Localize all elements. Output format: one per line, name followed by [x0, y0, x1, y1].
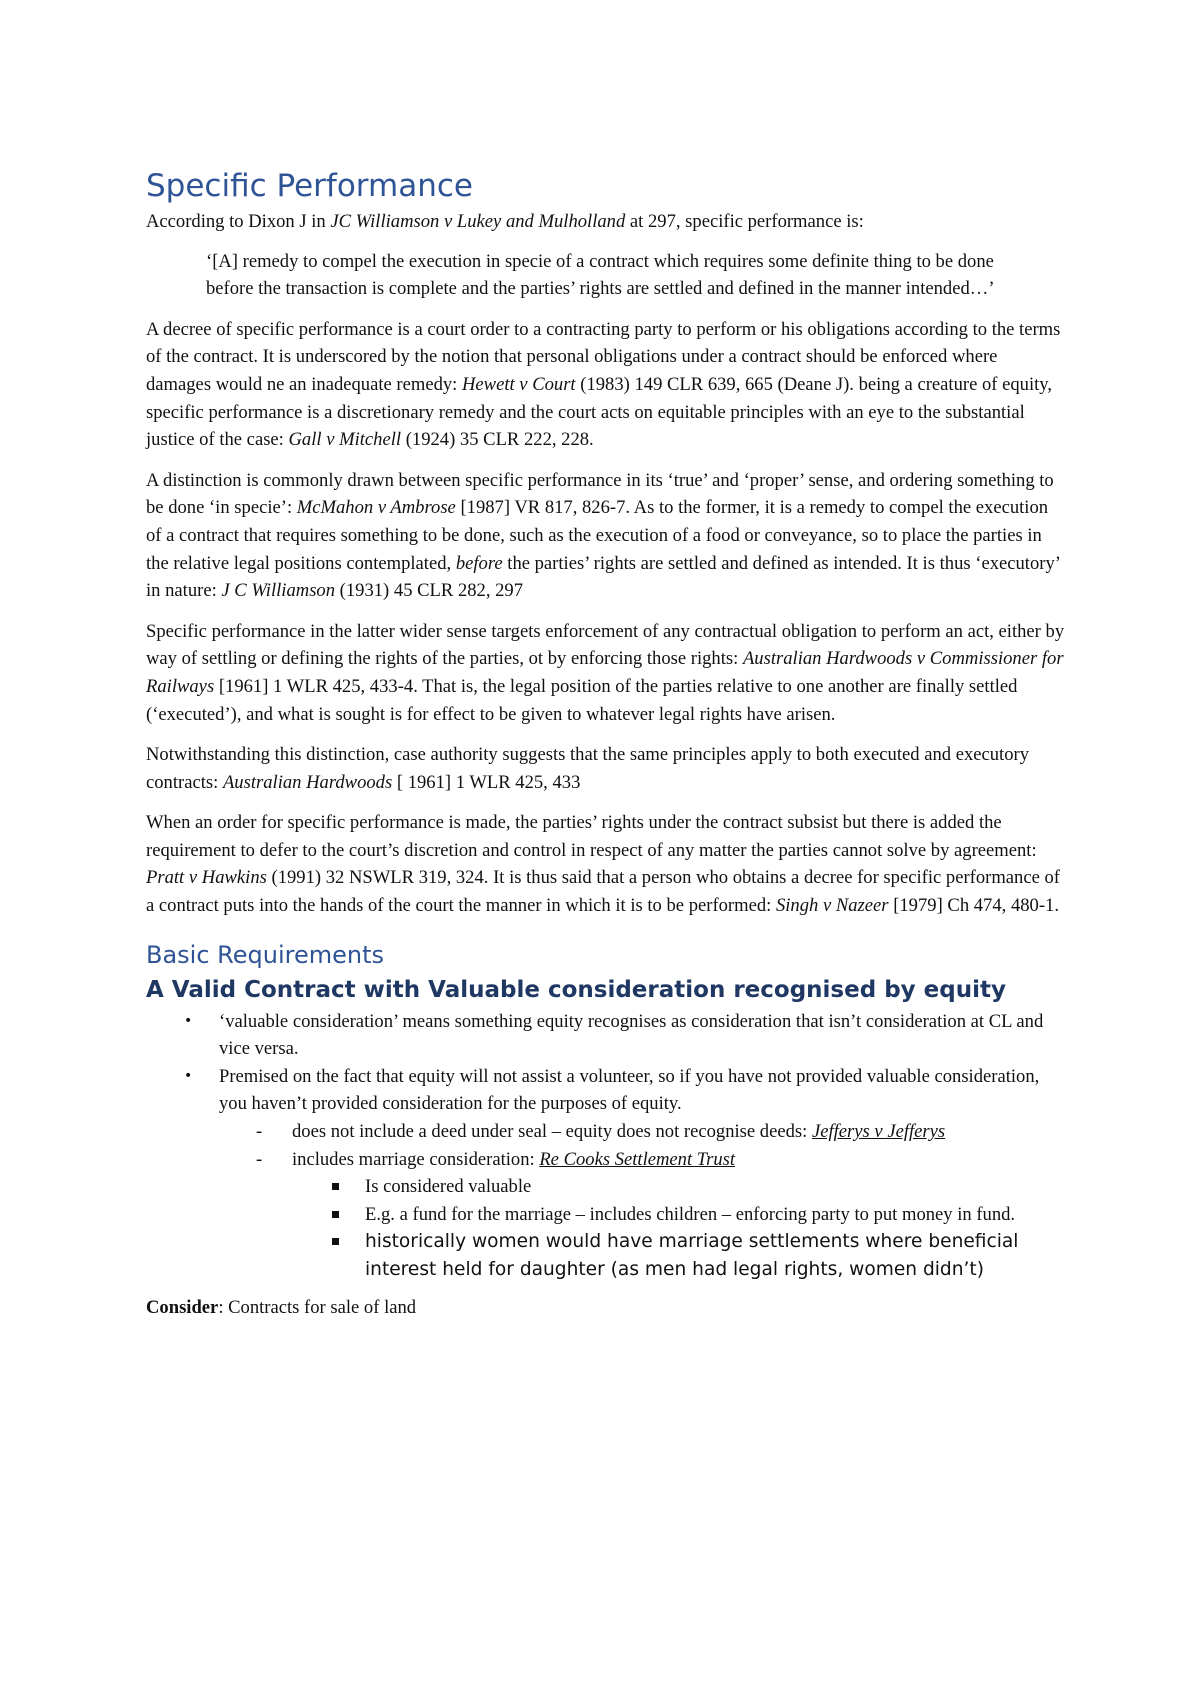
list-item-text: E.g. a fund for the marriage – includes children – enforcing party to put money in fund.	[365, 1203, 1016, 1225]
text-run: [ 1961] 1 WLR 425, 433	[392, 771, 581, 793]
subsection-heading: A Valid Contract with Valuable consideration recognised by equity	[146, 976, 1006, 1003]
case-citation: Singh v Nazeer	[775, 895, 889, 917]
paragraph-notwithstanding	[146, 741, 1066, 796]
case-citation: J C Williamson	[221, 580, 336, 602]
case-citation-link: Re Cooks Settlement Trust	[539, 1148, 736, 1170]
case-citation: Australian Hardwoods v Commissioner for Railways	[146, 648, 1064, 697]
text-run: A distinction is commonly drawn between specific performance in its ‘true’ and ‘proper’ sense, and ordering something to be done ‘in specie’:	[146, 469, 1054, 519]
page-title: Specific Performance	[146, 168, 473, 204]
text-run: A decree of specific performance is a court order to a contracting party to perform or his obligations according to the terms of the contract. It is underscored by the notion that personal obligations under a contract should be enforced where damages would ne an inadequate remedy:	[146, 318, 1061, 395]
text-run: According to Dixon J in	[146, 211, 331, 232]
consider-label: Consider	[146, 1296, 219, 1318]
square-bullet-icon	[332, 1183, 339, 1190]
sub-list	[219, 1118, 1066, 1284]
sub-sub-list	[292, 1173, 1066, 1283]
case-citation-link: Jefferys v Jefferys	[811, 1121, 946, 1143]
case-citation: JC Williamson v Lukey and Mulholland	[330, 211, 626, 232]
case-citation: McMahon v Ambrose	[296, 497, 456, 519]
text-run: : Contracts for sale of land	[218, 1296, 417, 1318]
bullet-list	[146, 1008, 1066, 1284]
dash-icon: -	[256, 1148, 263, 1170]
text-run: [1987] VR 817, 826-7. As to the former, it is a remedy to compel the execution of a contract that requires something to be done, such as the execution of a food or conveyance, so to place the parties in the relative legal positions contemplated,	[146, 497, 1049, 574]
text-run: [1961] 1 WLR 425, 433-4. That is, the legal position of the parties relative to one another are finally settled (‘executed’), and what is sought is for effect to be given to whatever legal rights have arisen.	[146, 675, 1018, 725]
list-item	[292, 1201, 1066, 1229]
list-item-text: includes marriage consideration:	[292, 1148, 540, 1170]
paragraph-decree	[146, 316, 1066, 454]
list-item	[292, 1228, 1066, 1283]
case-citation: Gall v Mitchell	[288, 429, 402, 451]
block-quote: ‘[A] remedy to compel the execution in specie of a contract which requires some definite thing to be done before the transaction is complete and the parties’ rights are settled and defined in the manner intended…’	[206, 250, 995, 300]
list-item	[146, 1008, 1066, 1063]
square-bullet-icon	[332, 1238, 339, 1245]
paragraph-wider-sense	[146, 618, 1066, 728]
dash-icon: -	[256, 1121, 263, 1143]
case-citation: Australian Hardwoods	[222, 771, 393, 793]
text-run: (1924) 35 CLR 222, 228.	[401, 429, 594, 451]
text-run: [1979] Ch 474, 480-1.	[888, 895, 1059, 917]
bullet-icon: •	[184, 1067, 193, 1084]
list-item-text: ‘valuable consideration’ means something equity recognises as consideration that isn’t consideration at CL and vice versa.	[219, 1010, 1044, 1060]
text-run: Specific performance in the latter wider sense targets enforcement of any contractual obligation to perform an act, either by way of settling or defining the rights of the parties, ot by enforcing those rights:	[146, 620, 1065, 670]
text-run: (1931) 45 CLR 282, 297	[335, 580, 524, 602]
document-page	[146, 166, 1066, 1334]
list-item	[219, 1146, 1066, 1284]
section-heading: Basic Requirements	[146, 940, 385, 969]
bullet-icon: •	[184, 1012, 193, 1029]
list-item-text: historically women would have marriage settlements where beneficial interest held for daughter (as men had legal rights, women didn’t)	[365, 1231, 1019, 1280]
text-run: (1983) 149 CLR 639, 665 (Deane J). being a creature of equity, specific performance is a discretionary remedy and the court acts on equitable principles with an eye to the substantial justice of the case:	[146, 373, 1053, 451]
text-run: Notwithstanding this distinction, case authority suggests that the same principles apply to both executed and executory contracts:	[146, 744, 1030, 793]
case-citation: Hewett v Court	[461, 373, 576, 395]
text-run: at 297, specific performance is:	[625, 211, 864, 232]
square-bullet-icon	[332, 1211, 339, 1218]
text-run: When an order for specific performance is made, the parties’ rights under the contract subsist but there is added the requirement to defer to the court’s discretion and control in respect of any matter the parties cannot solve by agreement:	[146, 812, 1037, 861]
list-item	[292, 1173, 1066, 1201]
text-run: (1991) 32 NSWLR 319, 324. It is thus said that a person who obtains a decree for specific performance of a contract puts into the hands of the court the manner in which it is to be performed:	[146, 867, 1060, 917]
list-item-text: Is considered valuable	[365, 1176, 532, 1198]
intro-paragraph	[146, 208, 1066, 236]
list-item	[146, 1063, 1066, 1284]
list-item-text: does not include a deed under seal – equity does not recognise deeds:	[292, 1121, 812, 1143]
consider-note	[146, 1294, 1066, 1322]
case-citation: Pratt v Hawkins	[146, 867, 267, 889]
paragraph-order	[146, 809, 1066, 919]
list-item-text: Premised on the fact that equity will not assist a volunteer, so if you have not provided valuable consideration, you haven’t provided consideration for the purposes of equity.	[219, 1065, 1040, 1115]
list-item	[219, 1118, 1066, 1146]
emphasis: before	[455, 552, 503, 574]
text-run: the parties’ rights are settled and defined as intended. It is thus ‘executory’ in nature:	[146, 552, 1060, 602]
paragraph-distinction	[146, 467, 1066, 605]
